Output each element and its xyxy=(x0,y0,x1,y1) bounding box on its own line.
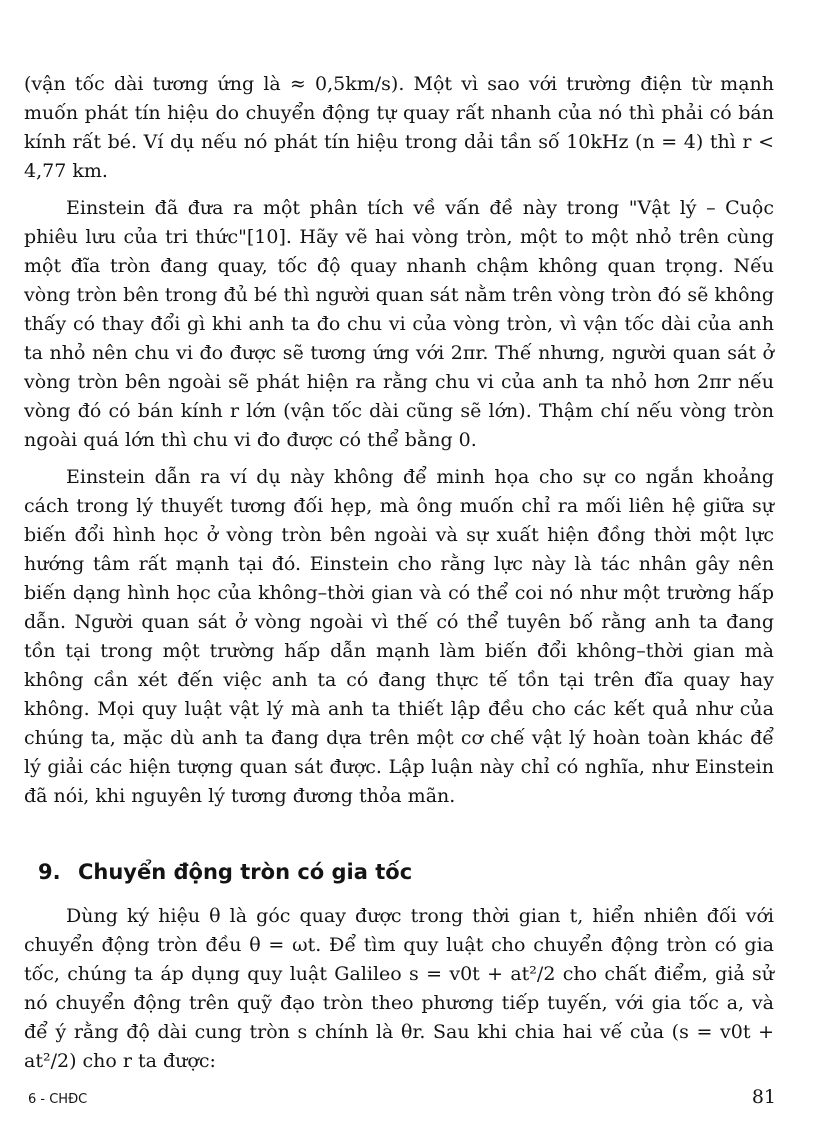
paragraph-3: Einstein dẫn ra ví dụ này không để minh họa cho sự co ngắn khoảng cách trong lý thuyết tương đối hẹp, mà ông muốn chỉ ra mối liên hệ giữa sự biến đổi hình học ở vòng tròn bên ngoài và sự xuất hiện đồng thời một lực hướng tâm rất mạnh tại đó. Einstein cho rằng lực này là tác nhân gây nên biến dạng hình học của không–thời gian và có thể coi nó như một trường hấp dẫn. Người quan sát ở vòng ngoài vì thế có thể tuyên bố rằng anh ta đang tồn tại trong một trường hấp dẫn mạnh làm biến đổi không–thời gian mà không cần xét đến việc anh ta có đang thực tế tồn tại trên đĩa quay hay không. Mọi quy luật vật lý mà anh ta thiết lập đều cho các kết quả như của chúng ta, mặc dù anh ta đang dựa trên một cơ chế vật lý hoàn toàn khác để lý giải các hiện tượng quan sát được. Lập luận này chỉ có nghĩa, như Einstein đã nói, khi nguyên lý tương đương thỏa mãn. xyxy=(24,466,774,807)
section-number: 9. xyxy=(38,860,61,884)
paragraph-1: (vận tốc dài tương ứng là ≈ 0,5km/s). Một vì sao với trường điện từ mạnh muốn phát tín hiệu do chuyển động tự quay rất nhanh của nó thì phải có bán kính rất bé. Ví dụ nếu nó phát tín hiệu trong dải tần số 10kHz (n = 4) thì r < 4,77 km. xyxy=(24,73,774,182)
section-title: Chuyển động tròn có gia tốc xyxy=(78,860,413,884)
paragraph-4: Dùng ký hiệu θ là góc quay được trong thời gian t, hiển nhiên đối với chuyển động tròn đều θ = ωt. Để tìm quy luật cho chuyển động tròn có gia tốc, chúng ta áp dụng quy luật Galileo s = v0t + at²/2 cho chất điểm, giả sử nó chuyển động trên quỹ đạo tròn theo phương tiếp tuyến, với gia tốc a, và để ý rằng độ dài cung tròn s chính là θr. Sau khi chia hai vế của (s = v0t + at²/2) cho r ta được: xyxy=(24,905,774,1072)
section-heading xyxy=(38,860,758,884)
section-body xyxy=(24,902,774,1084)
page-number: 81 xyxy=(751,1086,776,1108)
body-text xyxy=(24,70,774,819)
paragraph-2: Einstein đã đưa ra một phân tích về vấn đề này trong "Vật lý – Cuộc phiêu lưu của tri thức"[10]. Hãy vẽ hai vòng tròn, một to một nhỏ trên cùng một đĩa tròn đang quay, tốc độ quay nhanh chậm không quan trọng. Nếu vòng tròn bên trong đủ bé thì người quan sát nằm trên vòng tròn đó sẽ không thấy có thay đổi gì khi anh ta đo chu vi của vòng tròn, vì vận tốc dài của anh ta nhỏ nên chu vi đo được sẽ tương ứng với 2πr. Thế nhưng, người quan sát ở vòng tròn bên ngoài sẽ phát hiện ra rằng chu vi của anh ta nhỏ hơn 2πr nếu vòng đó có bán kính r lớn (vận tốc dài cũng sẽ lớn). Thậm chí nếu vòng tròn ngoài quá lớn thì chu vi đo được có thể bằng 0. xyxy=(24,197,774,451)
footer-signature: 6 - CHĐC xyxy=(28,1092,88,1107)
